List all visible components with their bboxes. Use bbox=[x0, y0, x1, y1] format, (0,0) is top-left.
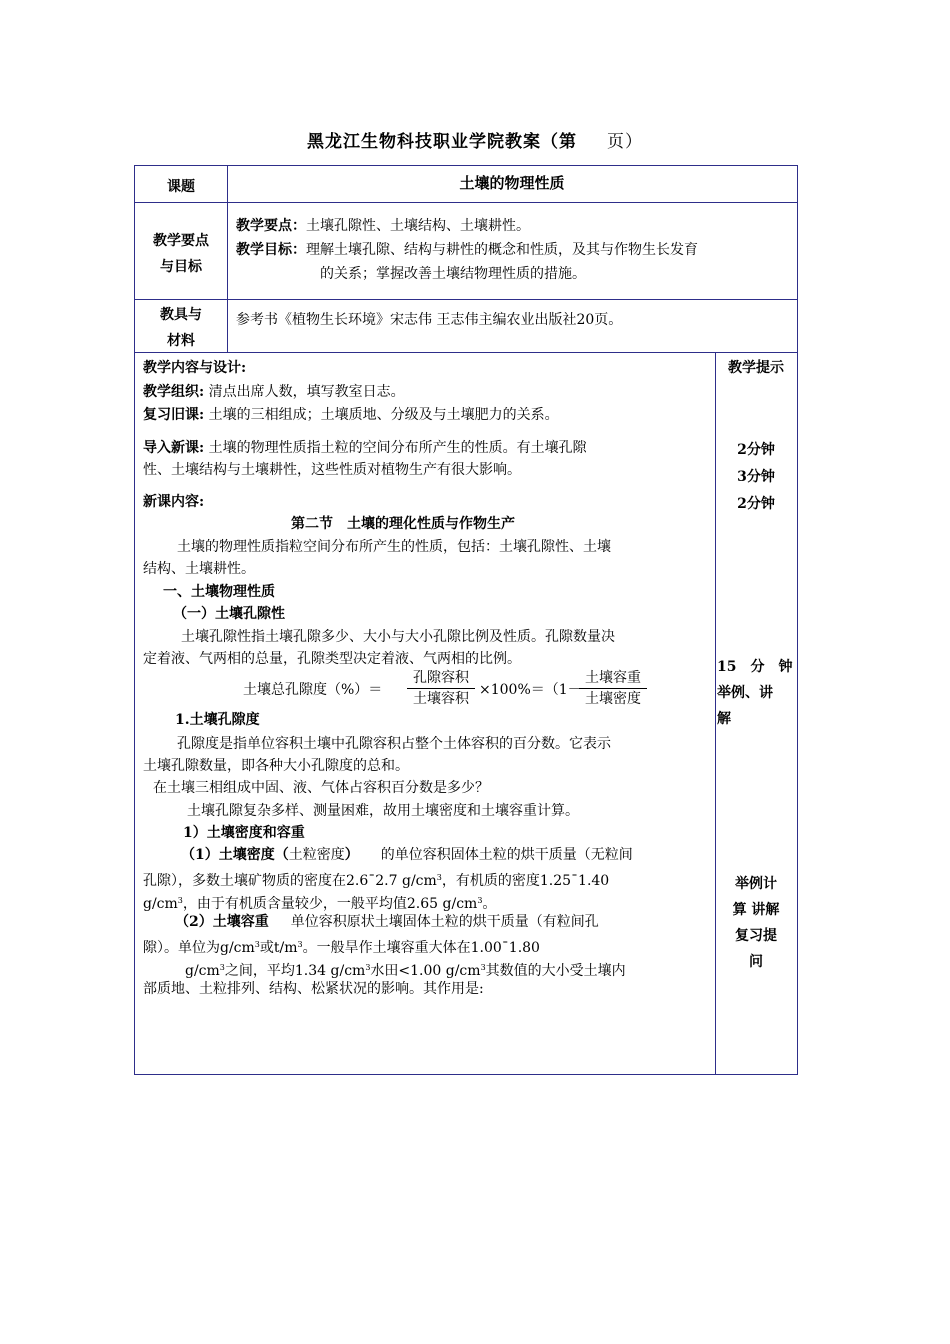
section-intro-2: 结构、土壤耕性。 bbox=[143, 561, 255, 577]
row-divider bbox=[135, 299, 797, 300]
row-divider bbox=[135, 202, 797, 203]
key-points-text: 土壤孔隙性、土壤结构、土壤耕性。 bbox=[306, 218, 530, 234]
heading-porosity-section: （一）土壤孔隙性 bbox=[173, 606, 285, 622]
objectives-content bbox=[236, 214, 796, 286]
topic-value: 土壤的物理性质 bbox=[459, 174, 565, 192]
objectives-label: 教学要点 与目标 bbox=[153, 233, 209, 275]
tip-review: 举例计 算 讲解 复习提 问 bbox=[732, 876, 780, 970]
topic-label: 课题 bbox=[167, 179, 195, 195]
tip-time: 3分钟 bbox=[737, 469, 775, 485]
porosity-def: 孔隙度是指单位容积土壤中孔隙容积占整个土体容积的百分数。它表示 bbox=[177, 736, 611, 752]
design-label: 教学内容与设计: bbox=[143, 360, 247, 376]
porosity-def-2: 土壤孔隙数量，即各种大小孔隙度的总和。 bbox=[143, 758, 409, 774]
intro-line: 导入新课: 土壤的物理性质指土粒的空间分布所产生的性质。有土壤孔隙 bbox=[143, 440, 587, 456]
goals-label: 教学目标： bbox=[236, 242, 306, 258]
section-intro: 土壤的物理性质指粒空间分布所产生的性质，包括：土壤孔隙性、土壤 bbox=[177, 539, 611, 555]
tip-example: 15 分 钟 举例、讲 解 bbox=[717, 659, 793, 727]
review-line: 复习旧课: 土壤的三相组成；土壤质地、分级及与土壤肥力的关系。 bbox=[143, 407, 559, 423]
lesson-plan-table: 课题 土壤的物理性质 教学要点 与目标 教学要点：土壤孔隙性、土壤结构、土壤耕性。 教学目标：理解土壤孔隙、结构与耕性的概念和性质，及其与作物生长发育 的关系；掌握改善土壤结物理性质的措施。 教具与 材料 参考书《植物生长环境》宋志伟 王志伟主编农业出版社20页。 教学内容与设计: 教学组织: 清点出席人数，填写教室日志。 复习旧课: 土壤的三相组成；土壤质地、分级及与土壤肥力的关系。 导入新课: 土壤的物理性质指土粒的空间分布所产生的性质。有土壤孔隙 性、土壤结构与土壤耕性，这些性质对植物生产有很大影响。 新课内容: 第二节 土壤的理化性质与作物生产 土壤的物理性质指粒空间分布所产生的性质，包括：土壤孔隙性、土壤 结构、土壤耕性。 一、土壤物理性质 （一）土壤孔隙性 土壤孔隙性指土壤孔隙多少、大小与大小孔隙比例及性质。孔隙数量决 定着液、气两相的总量，孔隙类型决定着液、气两相的比例。 土壤总孔隙度（%）＝ 孔隙容积 土壤容积 ×100%＝（1－ 土壤容重 土壤密度 1.土壤孔隙度 孔隙度是指单位容积土壤中孔隙容积占整个土体容积的百分数。它表示 土壤孔隙数量，即各种大小孔隙度的总和。 在土壤三相组成中固、液、气体占容积百分数是多少？ 土壤孔隙复杂多样、测量困难，故用土壤密度和土壤容重计算。 1）土壤密度和容重 （1）土壤密度（土粒密度） 的单位容积固体土粒的烘干质量（无粒间 孔隙），多数土壤矿物质的密度在2.6¯2.7 $g/cm^3$，有机质的密度1.25¯1.40 $g/cm^3$，由于有机质含量较少，一般平均值2.65 $g/cm^3$。 （2）土壤容重 单位容积原状土壤固体土粒的烘干质量（有粒间孔 隙）。单位为$g/cm^3$或$t/m^3$。一般旱作土壤容重大体在1.00¯1.80 $g/cm^3$之间，平均1.34 $g/cm^3$水田<1.00 $g/cm^3$其数值的大小受土壤内 部质地、土粒排列、结构、松紧状况的影响。其作用是: 教学提示 2分钟 3分钟 2分钟 15 分 钟 举例、讲 解 举例计 算 讲解 复习提 问 bbox=[134, 165, 798, 1075]
question: 在土壤三相组成中固、液、气体占容积百分数是多少？ bbox=[153, 780, 489, 796]
porosity-text: 土壤孔隙性指土壤孔隙多少、大小与大小孔隙比例及性质。孔隙数量决 bbox=[181, 629, 615, 645]
tip-time: 2分钟 bbox=[737, 442, 775, 458]
key-points-label: 教学要点： bbox=[236, 218, 306, 234]
row-divider bbox=[135, 352, 797, 353]
weight-line-3: $g/cm^3$之间，平均1.34 $g/cm^3$水田<1.00 $g/cm^3$其数值的大小受土壤内 bbox=[185, 963, 626, 979]
complex-text: 土壤孔隙复杂多样、测量困难，故用土壤密度和土壤容重计算。 bbox=[187, 803, 579, 819]
section-title: 第二节 土壤的理化性质与作物生产 bbox=[291, 516, 515, 532]
org-line: 教学组织: 清点出席人数，填写教室日志。 bbox=[143, 384, 405, 400]
weight-line-2: 隙）。单位为$g/cm^3$或$t/m^3$。一般旱作土壤容重大体在1.00¯1.80 bbox=[143, 940, 540, 956]
page-title bbox=[0, 127, 950, 152]
heading-porosity: 1.土壤孔隙度 bbox=[175, 712, 260, 728]
density-line: （1）土壤密度（土粒密度） 的单位容积固体土粒的烘干质量（无粒间 bbox=[181, 847, 633, 863]
tips-header: 教学提示 bbox=[728, 360, 784, 376]
materials-text: 参考书《植物生长环境》宋志伟 王志伟主编农业出版社20页。 bbox=[236, 312, 623, 328]
weight-line-4: 部质地、土粒排列、结构、松紧状况的影响。其作用是: bbox=[143, 981, 484, 997]
goals-text-2: 的关系；掌握改善土壤结物理性质的措施。 bbox=[320, 266, 586, 282]
materials-label: 教具与 材料 bbox=[160, 307, 202, 349]
title-main: 黑龙江生物科技职业学院教案（第 bbox=[307, 132, 577, 152]
weight-line: （2）土壤容重 单位容积原状土壤固体土粒的烘干质量（有粒间孔 bbox=[175, 914, 599, 930]
tip-time: 2分钟 bbox=[737, 496, 775, 512]
density-line-2: 孔隙），多数土壤矿物质的密度在2.6¯2.7 $g/cm^3$，有机质的密度1.25¯1.40 bbox=[143, 873, 610, 889]
porosity-text-2: 定着液、气两相的总量，孔隙类型决定着液、气两相的比例。 bbox=[143, 651, 521, 667]
goals-text: 理解土壤孔隙、结构与耕性的概念和性质，及其与作物生长发育 bbox=[306, 242, 698, 258]
heading-physical-properties: 一、土壤物理性质 bbox=[163, 584, 275, 600]
intro-line-2: 性、土壤结构与土壤耕性，这些性质对植物生产有很大影响。 bbox=[143, 462, 521, 478]
new-content-label: 新课内容: bbox=[143, 494, 205, 510]
title-page: 页） bbox=[607, 132, 643, 152]
density-line-3: $g/cm^3$，由于有机质含量较少，一般平均值2.65 $g/cm^3$。 bbox=[143, 896, 497, 912]
heading-density-weight: 1）土壤密度和容重 bbox=[183, 825, 305, 841]
